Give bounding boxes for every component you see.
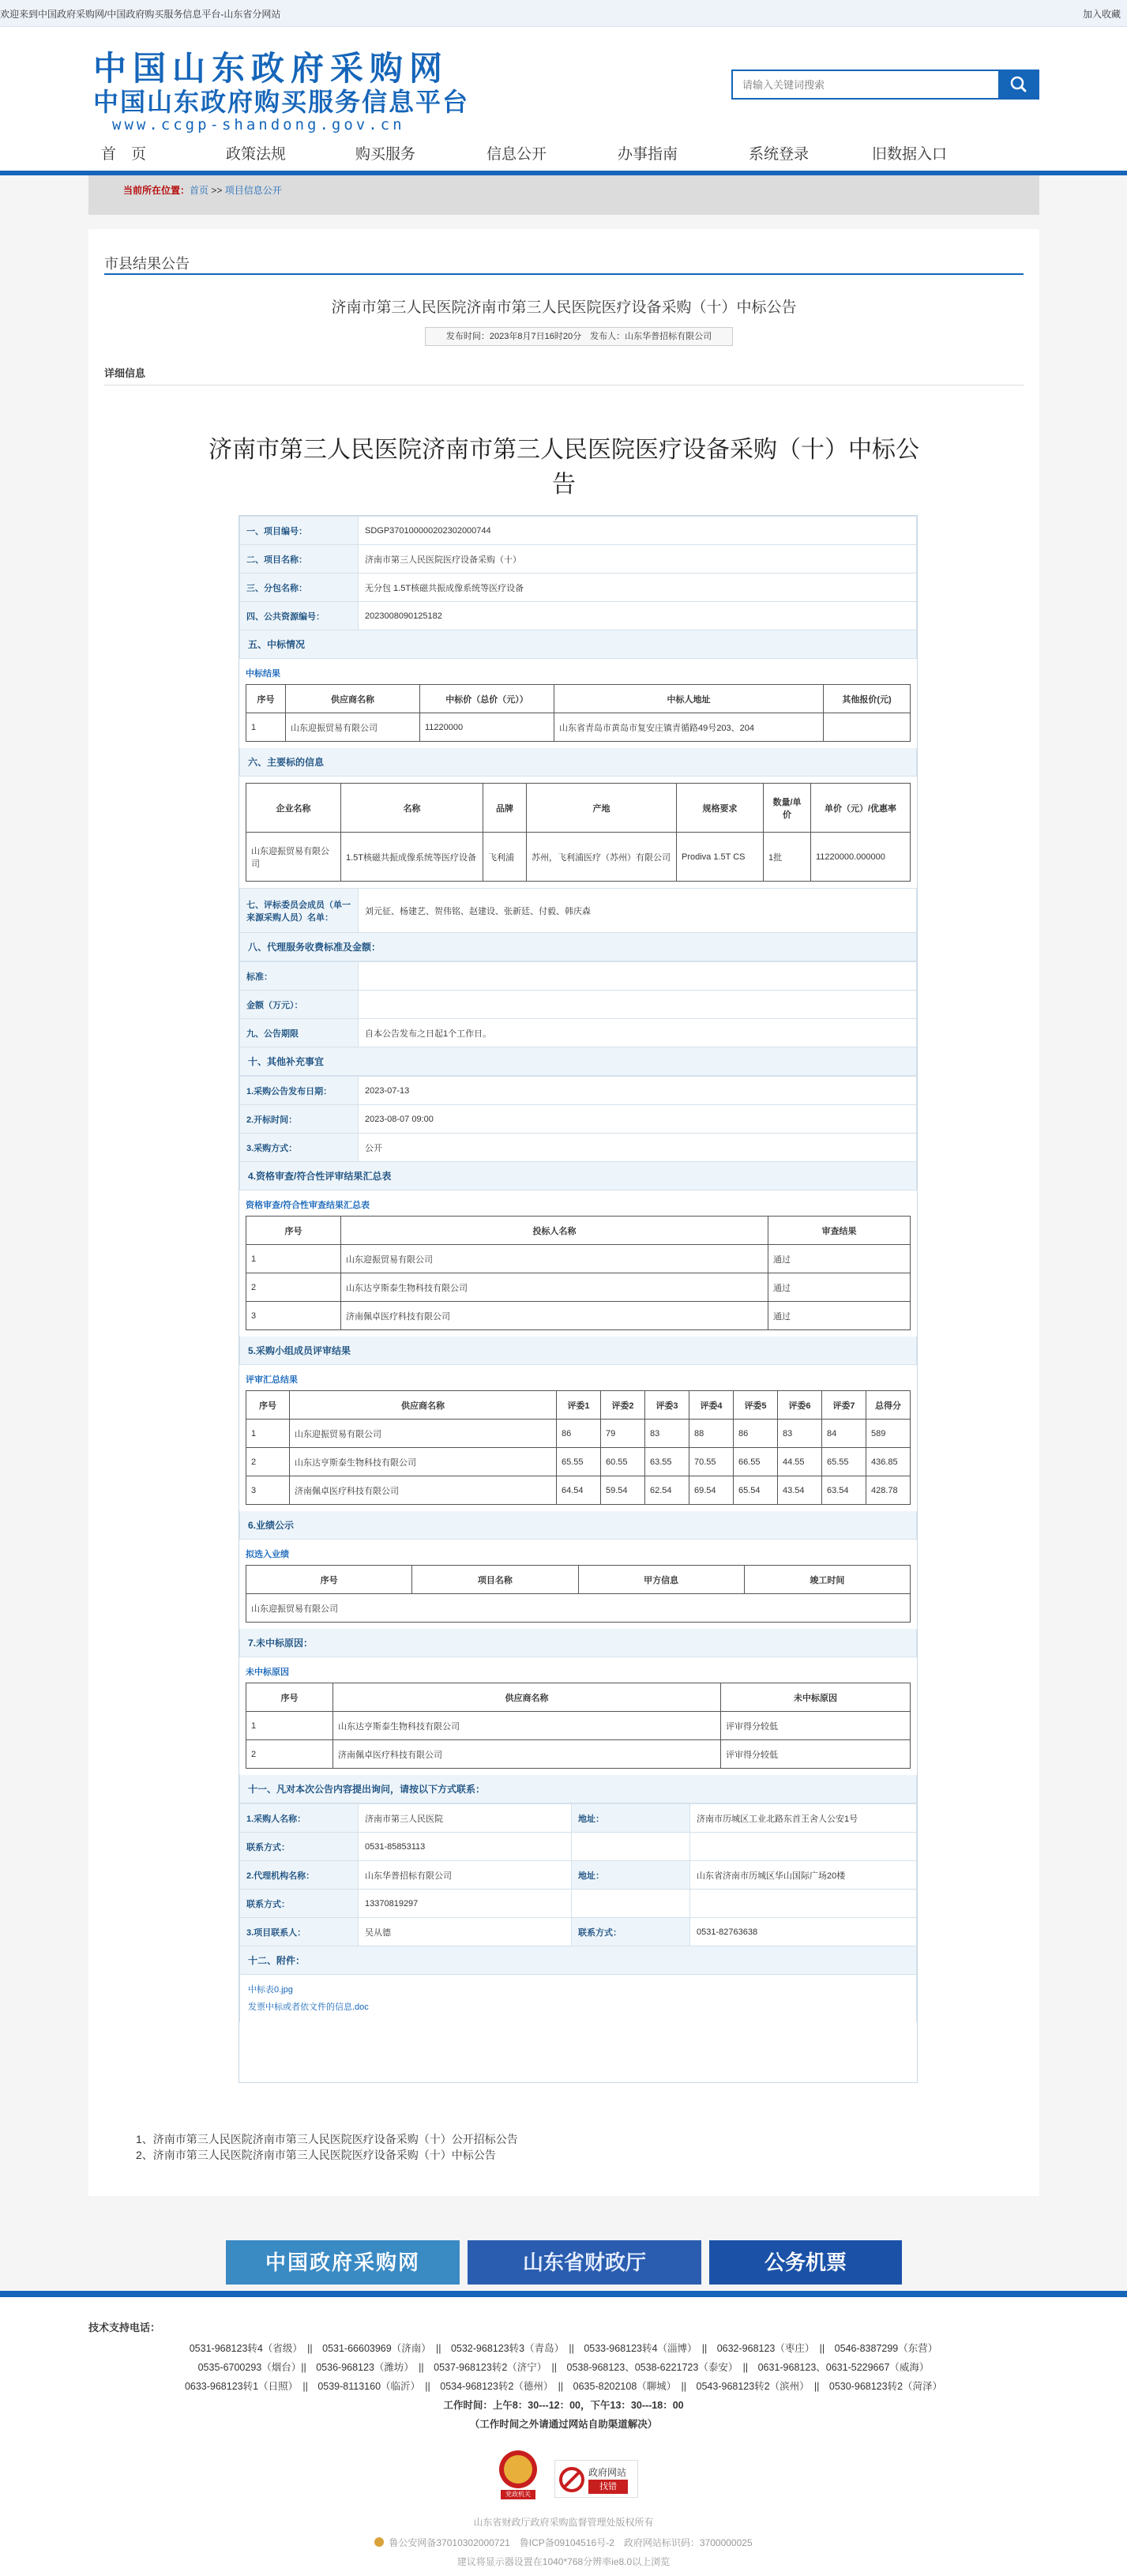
field-label: 一、项目编号：	[240, 517, 359, 545]
error-report-badge[interactable]	[554, 2460, 638, 2498]
logo-title: 中国山东政府采购网	[93, 49, 449, 88]
table-cell: 64.54	[557, 1476, 601, 1505]
field-label: 地址：	[572, 1861, 690, 1890]
table-cell: 通过	[768, 1302, 911, 1330]
table-row	[240, 573, 917, 602]
main-content	[88, 229, 1039, 2196]
table-cell: 86	[557, 1420, 601, 1448]
section-divider	[104, 273, 1024, 275]
site-footer	[0, 2291, 1127, 2576]
field-value: 无分包 1.5T核磁共振成像系统等医疗设备	[359, 573, 917, 602]
column-header: 评委2	[601, 1391, 645, 1420]
column-header: 数量/单价	[764, 784, 811, 833]
subject-table	[246, 783, 911, 882]
attachment-link[interactable]: 发票中标或者依文件的信息.doc	[248, 2003, 369, 2012]
column-header: 投标人名称	[341, 1217, 768, 1245]
nav-info-public[interactable]: 信息公开	[486, 146, 547, 163]
unsuccessful-table	[246, 1683, 911, 1769]
table-row	[246, 1245, 911, 1273]
document-title: 济南市第三人民医院济南市第三人民医院医疗设备采购（十）中标公告	[208, 436, 919, 498]
table-cell: 66.55	[734, 1448, 778, 1476]
section-title: 市县结果公告	[104, 256, 190, 272]
field-value: 济南市历城区工业北路东首王舍人公安1号	[690, 1804, 917, 1833]
icp-text: 鲁公安网备37010302000721 鲁ICP备09104516号-2 政府网站标识码：3700000025	[389, 2537, 753, 2548]
field-value: 0531-85853113	[359, 1833, 572, 1861]
table-cell: 70.55	[689, 1448, 734, 1476]
field-label: 联系方式：	[572, 1918, 690, 1946]
column-header: 供应商名称	[333, 1683, 721, 1712]
table-cell: 1.5T核磁共振成像系统等医疗设备	[341, 833, 483, 882]
table-row	[240, 889, 917, 933]
table-cell: 山东迎振贸易有限公司	[246, 1594, 911, 1623]
party-gov-badge[interactable]	[498, 2449, 539, 2499]
table-cell: 1	[246, 1245, 341, 1273]
field-value: 13370819297	[359, 1890, 572, 1918]
hours-note: （工作时间之外请通过网站自助渠道解决）	[469, 2419, 658, 2430]
table-cell: 通过	[768, 1273, 911, 1302]
evaluation-table	[246, 1390, 911, 1505]
table-cell: 济南佩卓医疗科技有限公司	[341, 1302, 768, 1330]
banner-ccgp[interactable]: 中国政府采购网	[226, 2240, 460, 2285]
footer-bar	[0, 2291, 1127, 2297]
section-header: 十、其他补充事宜	[239, 1047, 917, 1076]
field-value: 吴从德	[359, 1918, 572, 1946]
table-row	[246, 1448, 911, 1476]
badge-title: 政府网站	[588, 2467, 627, 2478]
nav-login[interactable]: 系统登录	[749, 146, 810, 163]
qualification-table	[246, 1216, 911, 1330]
column-header: 评委3	[645, 1391, 689, 1420]
field-label: 2.代理机构名称：	[240, 1861, 359, 1890]
field-value	[690, 1833, 917, 1861]
related-links	[136, 2131, 518, 2163]
table-row	[246, 713, 911, 742]
table-cell: 山东迎振贸易有限公司	[246, 833, 341, 882]
field-value: SDGP370100000202302000744	[359, 517, 917, 545]
basic-info-table	[239, 516, 917, 630]
field-value: 公开	[359, 1134, 917, 1162]
field-label: 联系方式：	[240, 1890, 359, 1918]
nav-home[interactable]: 首 页	[101, 146, 147, 163]
committee-table	[239, 888, 917, 933]
field-value: 山东华普招标有限公司	[359, 1861, 572, 1890]
field-label: 3.项目联系人：	[240, 1918, 359, 1946]
table-row	[240, 1019, 917, 1047]
table-cell: 济南佩卓医疗科技有限公司	[333, 1740, 721, 1769]
breadcrumb-label: 当前所在位置：	[123, 185, 190, 196]
table-row	[240, 991, 917, 1019]
table-cell: 436.85	[866, 1448, 911, 1476]
table-cell: 65.54	[734, 1476, 778, 1505]
section-header: 六、主要标的信息	[239, 748, 917, 777]
section-header: 五、中标情况	[239, 630, 917, 659]
column-header: 评委5	[734, 1391, 778, 1420]
table-cell: 通过	[768, 1245, 911, 1273]
table-cell: 63.55	[645, 1448, 689, 1476]
table-row	[246, 833, 911, 882]
site-logo[interactable]	[93, 51, 504, 133]
table-cell: 88	[689, 1420, 734, 1448]
support-phones: 0633-968123转1（日照） || 0539-8113160（临沂） || 0534-968123转2（德州） || 0635-8202108（聊城） || 0543-968123转2（滨州） || 0530-968123转2（菏泽）	[184, 2381, 943, 2392]
table-row	[246, 1594, 911, 1623]
error-report-icon	[558, 2466, 585, 2493]
breadcrumb	[88, 175, 1039, 215]
table-cell: 65.55	[822, 1448, 866, 1476]
column-header: 供应商名称	[290, 1391, 557, 1420]
table-cell: 63.54	[822, 1476, 866, 1505]
table-cell: 428.78	[866, 1476, 911, 1505]
table-cell: 3	[246, 1476, 290, 1505]
table-row	[240, 1105, 917, 1134]
column-header: 品牌	[483, 784, 527, 833]
support-phones: 0531-968123转4（省级） || 0531-66603969（济南） || 0532-968123转3（青岛） || 0533-968123转4（淄博） || 0632-968123（枣庄） || 0546-8387299（东营）	[189, 2343, 938, 2354]
table-cell: Prodiva 1.5T CS	[677, 833, 764, 882]
table-cell: 79	[601, 1420, 645, 1448]
copyright: 山东省财政厅政府采购监督管理处版权所有	[473, 2517, 654, 2528]
table-row	[240, 1861, 917, 1890]
table-cell: 83	[645, 1420, 689, 1448]
work-hours: 工作时间：上午8：30---12：00，下午13：30---18：00	[443, 2400, 684, 2411]
table-row	[240, 1890, 917, 1918]
table-cell: 1批	[764, 833, 811, 882]
table-cell: 83	[778, 1420, 822, 1448]
table-cell: 1	[246, 1712, 333, 1740]
detail-label: 详细信息	[104, 367, 146, 379]
breadcrumb-separator: >>	[208, 185, 225, 196]
table-row	[246, 1273, 911, 1302]
table-row	[240, 545, 917, 573]
table-cell: 济南佩卓医疗科技有限公司	[290, 1476, 557, 1505]
table-row	[240, 1077, 917, 1105]
section-header: 十一、凡对本次公告内容提出询问，请按以下方式联系：	[239, 1775, 917, 1803]
other-info-table	[239, 1076, 917, 1162]
table-cell: 山东迎振贸易有限公司	[290, 1420, 557, 1448]
table-row	[246, 1420, 911, 1448]
column-header: 竣工时间	[744, 1566, 910, 1594]
field-value	[572, 1890, 690, 1918]
table-row	[246, 1302, 911, 1330]
search-box	[731, 70, 1039, 100]
table-cell: 1	[246, 713, 286, 742]
field-label: 3.采购方式：	[240, 1134, 359, 1162]
table-cell: 589	[866, 1420, 911, 1448]
contact-table	[239, 1803, 917, 1946]
section-header: 八、代理服务收费标准及金额：	[239, 933, 917, 961]
field-value	[572, 1833, 690, 1861]
field-label: 标准：	[240, 962, 359, 991]
field-label: 三、分包名称：	[240, 573, 359, 602]
field-label: 1.采购公告发布日期：	[240, 1077, 359, 1105]
attachment-link[interactable]: 中标表0.jpg	[248, 1985, 293, 1995]
table-cell: 1	[246, 1420, 290, 1448]
column-header: 评委7	[822, 1391, 866, 1420]
table-row	[240, 962, 917, 991]
welcome-text: 欢迎来到中国政府采购网/中国政府购买服务信息平台-山东省分网站	[0, 9, 281, 20]
column-header: 名称	[341, 784, 483, 833]
award-table	[246, 684, 911, 742]
nav-policy[interactable]: 政策法规	[226, 146, 287, 163]
table-cell: 69.54	[689, 1476, 734, 1505]
field-value: 山东省济南市历城区华山国际广场20楼	[690, 1861, 917, 1890]
nav-guide[interactable]: 办事指南	[618, 146, 678, 163]
column-header: 评委6	[778, 1391, 822, 1420]
column-header: 序号	[246, 685, 286, 713]
field-label: 联系方式：	[240, 1833, 359, 1861]
related-link[interactable]: 2、济南市第三人民医院济南市第三人民医院医疗设备采购（十）中标公告	[136, 2149, 496, 2161]
publish-info: 发布时间：2023年8月7日16时20分 发布人：山东华普招标有限公司	[425, 327, 733, 346]
table-cell: 43.54	[778, 1476, 822, 1505]
column-header: 评委1	[557, 1391, 601, 1420]
field-value	[690, 1890, 917, 1918]
top-bar	[0, 0, 1127, 27]
table-row	[240, 1918, 917, 1946]
field-value: 济南市第三人民医院医疗设备采购（十）	[359, 545, 917, 573]
column-header: 序号	[246, 1217, 341, 1245]
sub-label: 拟选入业绩	[246, 1550, 289, 1559]
nav-old-data[interactable]: 旧数据入口	[872, 146, 948, 163]
field-value: 2023-07-13	[359, 1077, 917, 1105]
field-value: 自本公告发布之日起1个工作日。	[359, 1019, 917, 1047]
article-title: 济南市第三人民医院济南市第三人民医院医疗设备采购（十）中标公告	[331, 299, 797, 316]
field-value: 2023-08-07 09:00	[359, 1105, 917, 1134]
column-header: 序号	[246, 1391, 290, 1420]
column-header: 序号	[246, 1566, 412, 1594]
column-header: 审查结果	[768, 1217, 911, 1245]
column-header: 项目名称	[412, 1566, 578, 1594]
badge-subtitle: 找错	[588, 2480, 628, 2494]
column-header: 单价（元）/优惠率	[811, 784, 911, 833]
sub-label: 评审汇总结果	[246, 1375, 298, 1385]
announcement-document	[239, 515, 918, 2083]
icp-info	[0, 2536, 1127, 2550]
support-title: 技术支持电话：	[88, 2322, 161, 2333]
section-header: 5.采购小组成员评审结果	[239, 1337, 917, 1365]
breadcrumb-current[interactable]: 项目信息公开	[224, 185, 282, 196]
table-cell: 11220000	[420, 713, 554, 742]
field-value: 0531-82763638	[690, 1918, 917, 1946]
main-nav	[0, 137, 1127, 175]
banner-row	[226, 2240, 902, 2285]
table-row	[246, 1712, 911, 1740]
logo-url: www.ccgp-shandong.gov.cn	[112, 116, 405, 134]
table-cell	[824, 713, 911, 742]
field-label: 七、评标委员会成员（单一来源采购人员）名单：	[240, 889, 359, 933]
table-row	[246, 1740, 911, 1769]
section-header: 4.资格审查/符合性评审结果汇总表	[239, 1162, 917, 1190]
field-value	[359, 991, 917, 1019]
table-cell: 2	[246, 1448, 290, 1476]
field-label: 地址：	[572, 1804, 690, 1833]
table-row	[240, 1804, 917, 1833]
field-label: 四、公共资源编号：	[240, 602, 359, 630]
table-cell: 2	[246, 1273, 341, 1302]
section-header: 6.业绩公示	[239, 1511, 917, 1540]
field-value: 2023008090125182	[359, 602, 917, 630]
section-header: 十二、附件：	[239, 1946, 917, 1975]
table-row	[246, 1476, 911, 1505]
site-header	[0, 27, 1127, 137]
banner-air-ticket[interactable]: 公务机票	[709, 2240, 902, 2285]
table-cell: 山东达亨斯泰生物科技有限公司	[341, 1273, 768, 1302]
table-cell: 65.55	[557, 1448, 601, 1476]
column-header: 未中标原因	[721, 1683, 911, 1712]
table-row	[240, 517, 917, 545]
table-cell: 飞利浦	[483, 833, 527, 882]
field-label: 1.采购人名称：	[240, 1804, 359, 1833]
table-cell: 11220000.000000	[811, 833, 911, 882]
table-cell: 苏州，飞利浦医疗（苏州）有限公司	[527, 833, 677, 882]
police-badge-icon	[374, 2537, 384, 2547]
table-cell: 评审得分较低	[721, 1712, 911, 1740]
field-label: 2.开标时间：	[240, 1105, 359, 1134]
field-label: 金额（万元）：	[240, 991, 359, 1019]
field-label: 二、项目名称：	[240, 545, 359, 573]
table-cell: 60.55	[601, 1448, 645, 1476]
column-header: 序号	[246, 1683, 333, 1712]
column-header: 产地	[527, 784, 677, 833]
search-button[interactable]	[998, 70, 1039, 100]
search-input[interactable]	[731, 70, 1000, 100]
logo-subtitle: 中国山东政府购买服务信息平台	[93, 87, 470, 117]
table-cell: 62.54	[645, 1476, 689, 1505]
breadcrumb-home[interactable]: 首页	[190, 185, 209, 196]
badge-caption: 党政机关	[505, 2491, 531, 2498]
section-header: 7.未中标原因：	[239, 1629, 917, 1657]
attachment-list	[239, 1975, 917, 2022]
table-row	[240, 1134, 917, 1162]
banner-finance[interactable]: 山东省财政厅	[468, 2240, 701, 2285]
column-header: 企业名称	[246, 784, 341, 833]
table-cell: 山东迎振贸易有限公司	[286, 713, 420, 742]
table-cell: 86	[734, 1420, 778, 1448]
browser-note: 建议将显示器设置在1040*768分辨率ie8.0以上浏览	[456, 2556, 671, 2567]
table-cell: 山东迎振贸易有限公司	[341, 1245, 768, 1273]
add-favorite-link[interactable]: 加入收藏	[1082, 9, 1121, 20]
search-icon	[998, 70, 1039, 100]
performance-table	[246, 1565, 911, 1623]
column-header: 供应商名称	[286, 685, 420, 713]
field-value	[359, 962, 917, 991]
table-row	[240, 602, 917, 630]
field-value: 济南市第三人民医院	[359, 1804, 572, 1833]
related-link[interactable]: 1、济南市第三人民医院济南市第三人民医院医疗设备采购（十）公开招标公告	[136, 2133, 518, 2145]
table-cell: 3	[246, 1302, 341, 1330]
field-value: 刘元征、杨建艺、贺伟铭、赵建设、张新廷、付毅、韩庆森	[359, 889, 917, 933]
table-cell: 山东达亨斯泰生物科技有限公司	[333, 1712, 721, 1740]
nav-purchase-service[interactable]: 购买服务	[355, 146, 416, 163]
column-header: 总得分	[866, 1391, 911, 1420]
column-header: 规格要求	[677, 784, 764, 833]
table-cell: 山东省青岛市黄岛市复安庄镇青循路49号203、204	[554, 713, 824, 742]
column-header: 中标价（总价（元））	[420, 685, 554, 713]
table-cell: 山东达亨斯泰生物科技有限公司	[290, 1448, 557, 1476]
support-phones: 0535-6700293（烟台）|| 0536-968123（潍坊） || 0537-968123转2（济宁） || 0538-968123、0538-6221723（泰安） || 0631-968123、0631-5229667（威海）	[197, 2362, 930, 2373]
fee-table	[239, 961, 917, 1047]
sub-label: 资格审查/符合性审查结果汇总表	[246, 1201, 370, 1210]
column-header: 中标人地址	[554, 685, 824, 713]
table-cell: 2	[246, 1740, 333, 1769]
sub-label: 未中标原因	[246, 1668, 289, 1677]
column-header: 评委4	[689, 1391, 734, 1420]
field-label: 九、公告期限	[240, 1019, 359, 1047]
table-cell: 44.55	[778, 1448, 822, 1476]
table-cell: 评审得分较低	[721, 1740, 911, 1769]
table-row	[240, 1833, 917, 1861]
column-header: 甲方信息	[578, 1566, 744, 1594]
table-cell: 84	[822, 1420, 866, 1448]
table-cell: 59.54	[601, 1476, 645, 1505]
column-header: 其他报价(元)	[824, 685, 911, 713]
sub-label: 中标结果	[246, 669, 280, 679]
